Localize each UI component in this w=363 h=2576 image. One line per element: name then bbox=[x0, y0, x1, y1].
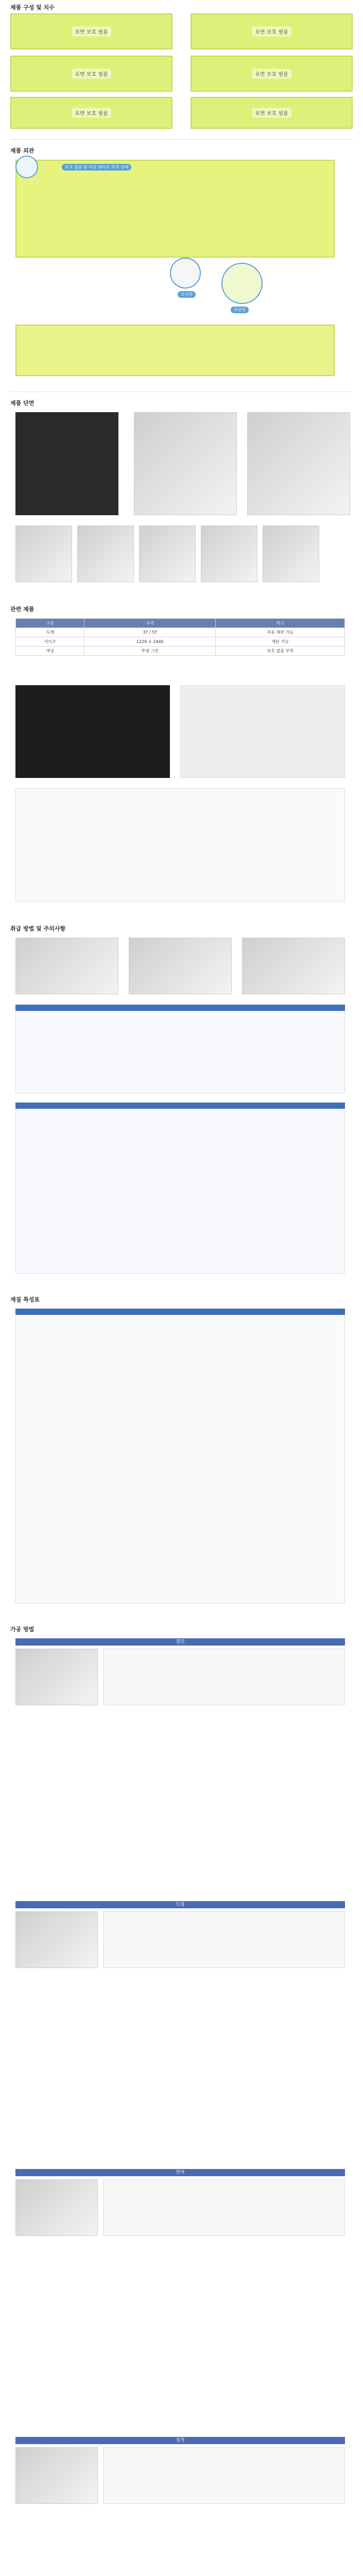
detail-photo bbox=[15, 526, 72, 582]
info-box bbox=[180, 685, 345, 778]
section-title: 제품 단면 bbox=[10, 400, 34, 406]
table-header: 비고 bbox=[216, 619, 345, 628]
table-cell: 보호 필름 부착 bbox=[216, 647, 345, 656]
properties-section bbox=[0, 1293, 363, 1613]
method-title: 드릴 bbox=[15, 1901, 345, 1908]
product-photo bbox=[15, 685, 170, 778]
cross-section-section bbox=[0, 397, 363, 592]
table-cell: 재단 가능 bbox=[216, 637, 345, 647]
panel-photo bbox=[15, 325, 335, 376]
detail-photo bbox=[139, 526, 196, 582]
handling-section bbox=[0, 922, 363, 1283]
section-title: 취급 방법 및 주의사항 bbox=[10, 925, 66, 932]
panel-image bbox=[10, 97, 172, 129]
data-table bbox=[15, 1011, 345, 1093]
detail-photo bbox=[201, 526, 257, 582]
table-cell: 두께 bbox=[16, 628, 84, 637]
panel-label: 표면 보호 필름 bbox=[252, 108, 291, 118]
product-panels-section bbox=[0, 0, 363, 134]
table-header: 구분 bbox=[16, 619, 84, 628]
section-title: 관련 제품 bbox=[10, 606, 34, 613]
handling-photo bbox=[129, 938, 232, 994]
method-photo bbox=[15, 1911, 98, 1968]
method-photo bbox=[15, 2179, 98, 2236]
table-cell: 1220 × 2440 bbox=[84, 637, 216, 647]
table-cell: 사이즈 bbox=[16, 637, 84, 647]
table-header: 규격 bbox=[84, 619, 216, 628]
panel-label: 표면 보호 필름 bbox=[72, 108, 111, 118]
table-cell: 투명 그린 bbox=[84, 647, 216, 656]
method-table bbox=[103, 2179, 345, 2236]
table-header-bar bbox=[15, 1309, 345, 1315]
panel-label: 표면 보호 필름 bbox=[72, 69, 111, 79]
panel-image bbox=[10, 13, 172, 49]
corner-badge: 마감면 bbox=[231, 307, 249, 313]
data-table bbox=[15, 1109, 345, 1274]
handling-photo bbox=[242, 938, 345, 994]
zoom-circle bbox=[170, 258, 201, 289]
edge-note-badge: 보호 필름 및 마감 테이프 부착 상태 bbox=[62, 164, 131, 171]
table-cell: 주문 제작 가능 bbox=[216, 628, 345, 637]
large-panel-image bbox=[15, 160, 335, 258]
section-title: 가공 방법 bbox=[10, 1626, 34, 1633]
panel-image bbox=[191, 56, 353, 92]
panel-label: 표면 보호 필름 bbox=[72, 27, 111, 37]
detail-photo bbox=[263, 526, 319, 582]
zoom-circle bbox=[221, 263, 263, 304]
method-table bbox=[103, 1649, 345, 1705]
table-cell: 3T / 5T bbox=[84, 628, 216, 637]
table-header-bar bbox=[15, 1103, 345, 1109]
divider bbox=[10, 139, 353, 140]
panel-image bbox=[191, 13, 353, 49]
method-title: 연마 bbox=[15, 2169, 345, 2176]
edge-photo bbox=[134, 412, 237, 515]
table-cell: 색상 bbox=[16, 647, 84, 656]
handling-photo bbox=[15, 938, 118, 994]
specs-section bbox=[0, 603, 363, 912]
info-table-box bbox=[15, 788, 345, 902]
panel-label: 표면 보호 필름 bbox=[252, 27, 291, 37]
panel-image bbox=[191, 97, 353, 129]
cross-section-photo bbox=[15, 412, 118, 515]
method-title: 접착 bbox=[15, 2437, 345, 2444]
panel-image bbox=[10, 56, 172, 92]
section-title: 재질 특성표 bbox=[10, 1296, 40, 1303]
edge-photo bbox=[247, 412, 350, 515]
table-row bbox=[16, 628, 345, 637]
zoom-circle bbox=[15, 156, 38, 178]
method-table bbox=[103, 2447, 345, 2504]
table-row bbox=[16, 637, 345, 647]
method-photo bbox=[15, 1649, 98, 1705]
table-row bbox=[16, 647, 345, 656]
section-title: 제품 외관 bbox=[10, 147, 34, 154]
panel-label: 표면 보호 필름 bbox=[252, 69, 291, 79]
section-title: 제품 구성 및 치수 bbox=[10, 4, 55, 11]
method-table bbox=[103, 1911, 345, 1968]
method-title: 절단 bbox=[15, 1638, 345, 1646]
properties-table bbox=[15, 1315, 345, 1603]
spec-table bbox=[15, 618, 345, 656]
corner-badge: 모서리 bbox=[178, 291, 196, 298]
detail-photo bbox=[77, 526, 134, 582]
methods-section bbox=[0, 1623, 363, 2576]
appearance-section bbox=[0, 144, 363, 381]
method-photo bbox=[15, 2447, 98, 2504]
table-header-bar bbox=[15, 1005, 345, 1011]
